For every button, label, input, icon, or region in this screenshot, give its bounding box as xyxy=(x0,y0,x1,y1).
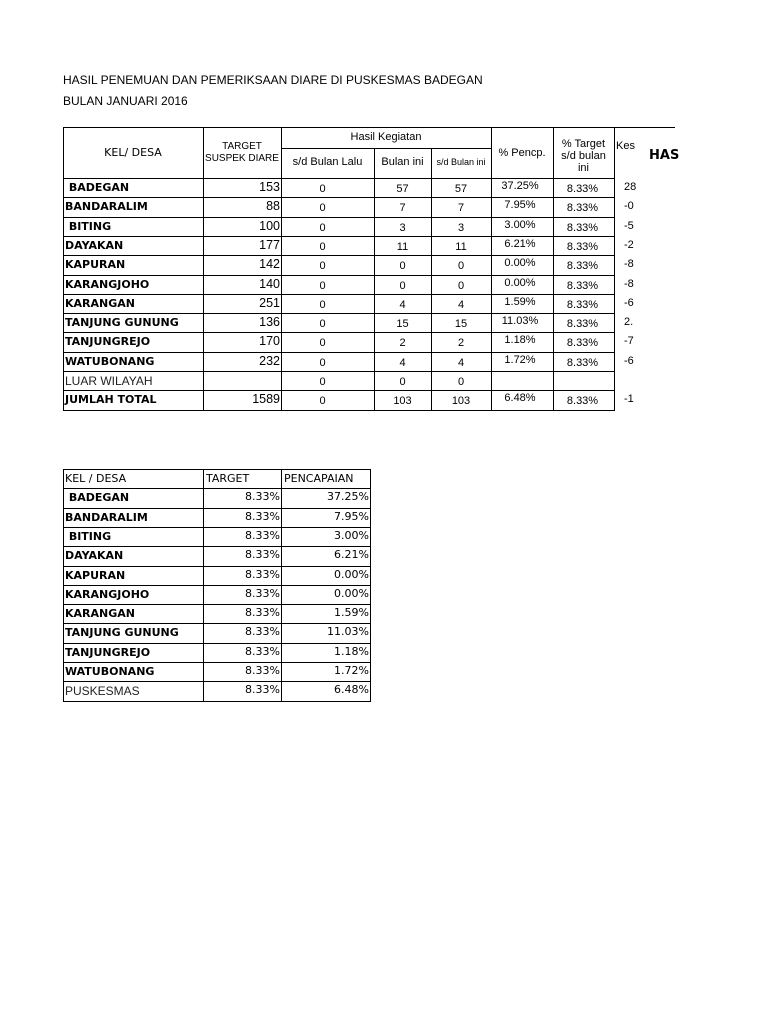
row-target-2: 8.33% xyxy=(245,567,280,581)
header-target-suspek: SUSPEK DIARE xyxy=(205,153,279,164)
grid-line xyxy=(614,127,615,411)
row-sd-bulan-lalu: 0 xyxy=(319,356,326,369)
grid-line xyxy=(63,275,615,276)
header-pct-target: % Target xyxy=(561,138,606,150)
row-kel-desa: BANDARALIM xyxy=(65,200,148,214)
header-pct-target-sd: s/d bulan xyxy=(561,150,606,162)
row-kel-desa: TANJUNGREJO xyxy=(65,335,151,349)
grid-line xyxy=(63,217,615,218)
row-pct-target: 8.33% xyxy=(566,337,599,350)
row-pct-target: 8.33% xyxy=(566,298,599,311)
row-bulan-ini: 7 xyxy=(399,202,406,215)
grid-line xyxy=(63,127,64,411)
row-pencp: 0.00% xyxy=(504,257,536,270)
row-kel-desa-2: DAYAKAN xyxy=(65,549,124,563)
grid-line xyxy=(63,371,615,372)
row-sd-bulan-lalu: 0 xyxy=(319,240,326,253)
grid-line xyxy=(63,255,615,256)
row-kel-desa: JUMLAH TOTAL xyxy=(65,393,157,407)
row-pencapaian: 0.00% xyxy=(334,567,369,581)
row-pencp: 6.21% xyxy=(504,237,536,250)
row-kes: -6 xyxy=(624,296,634,309)
row-kes: 28 xyxy=(624,181,637,193)
row-target-2: 8.33% xyxy=(245,509,280,523)
row-kes: -7 xyxy=(624,335,634,348)
header-pencp: % Pencp. xyxy=(498,147,546,159)
row-sd-bulan-lalu: 0 xyxy=(319,337,326,350)
grid-line xyxy=(63,585,371,586)
grid-line xyxy=(63,390,615,391)
row-pct-target: 8.33% xyxy=(566,279,599,292)
row-sd-bulan-lalu: 0 xyxy=(319,202,326,215)
header-kel-desa-2: KEL / DESA xyxy=(65,472,127,485)
grid-line xyxy=(63,469,371,470)
grid-line xyxy=(63,294,615,295)
row-sd-bulan-ini: 103 xyxy=(451,395,471,408)
grid-line xyxy=(63,332,615,333)
row-pencp: 7.95% xyxy=(504,199,536,212)
row-target: 136 xyxy=(259,315,280,330)
row-sd-bulan-ini: 3 xyxy=(457,221,465,234)
grid-line xyxy=(63,701,371,702)
row-sd-bulan-ini: 0 xyxy=(457,376,465,388)
grid-line xyxy=(63,127,615,128)
grid-line xyxy=(63,352,615,353)
row-sd-bulan-lalu: 0 xyxy=(319,318,326,331)
row-target-2: 8.33% xyxy=(245,664,280,677)
row-pct-target: 8.33% xyxy=(566,318,599,331)
row-kel-desa: BADEGAN xyxy=(65,181,130,194)
row-target: 251 xyxy=(259,295,280,310)
header-kes: Kes xyxy=(616,140,635,152)
row-target-2: 8.33% xyxy=(245,548,280,562)
row-target-2: 8.33% xyxy=(245,683,280,697)
grid-line xyxy=(63,566,371,567)
row-target-2: 8.33% xyxy=(245,490,280,504)
grid-line xyxy=(63,197,615,198)
row-pencp: 11.03% xyxy=(501,315,539,328)
row-pct-target: 8.33% xyxy=(566,221,599,234)
row-target-2: 8.33% xyxy=(245,625,280,639)
grid-line xyxy=(63,508,371,509)
row-pencp: 3.00% xyxy=(504,218,536,231)
row-pencp: 1.59% xyxy=(504,295,536,308)
row-pct-target: 8.33% xyxy=(566,260,599,273)
row-pct-target: 8.33% xyxy=(566,202,599,215)
row-sd-bulan-lalu: 0 xyxy=(319,376,326,388)
report-title: HASIL PENEMUAN DAN PEMERIKSAAN DIARE DI PUSKESMAS BADEGAN xyxy=(63,73,483,87)
grid-line xyxy=(63,623,371,624)
row-pencp: 0.00% xyxy=(504,276,536,289)
row-sd-bulan-ini: 4 xyxy=(457,356,465,369)
row-target-2: 8.33% xyxy=(245,644,280,658)
row-kes: -6 xyxy=(624,354,634,367)
header-has: HAS xyxy=(649,148,680,163)
row-target-2: 8.33% xyxy=(245,528,280,542)
row-kes: -5 xyxy=(624,219,634,232)
row-target: 177 xyxy=(259,237,280,252)
grid-line xyxy=(281,148,492,149)
row-pencapaian: 6.21% xyxy=(334,548,369,562)
row-sd-bulan-lalu: 0 xyxy=(319,260,326,273)
row-kel-desa-2: KARANGAN xyxy=(65,607,135,621)
row-kel-desa-2: TANJUNGREJO xyxy=(65,645,151,659)
row-target: 153 xyxy=(259,180,280,194)
row-kel-desa-2: BITING xyxy=(65,529,112,543)
grid-line xyxy=(63,643,371,644)
grid-line xyxy=(63,178,615,179)
row-target: 170 xyxy=(259,334,280,349)
row-sd-bulan-lalu: 0 xyxy=(319,298,326,311)
row-kel-desa-2: PUSKESMAS xyxy=(65,684,140,699)
row-pencp: 1.18% xyxy=(504,334,536,347)
row-kes: -0 xyxy=(624,200,634,213)
header-hasil-kegiatan: Hasil Kegiatan xyxy=(350,131,422,143)
row-pencapaian: 11.03% xyxy=(327,625,369,639)
row-target-2: 8.33% xyxy=(245,586,280,600)
row-kel-desa-2: KAPURAN xyxy=(65,568,126,582)
row-kes: -8 xyxy=(624,277,634,290)
row-sd-bulan-ini: 15 xyxy=(454,318,468,331)
grid-line xyxy=(370,469,371,702)
row-sd-bulan-lalu: 0 xyxy=(319,183,326,195)
row-sd-bulan-lalu: 0 xyxy=(319,395,326,408)
row-kel-desa: BITING xyxy=(65,219,112,233)
row-sd-bulan-ini: 0 xyxy=(457,279,465,292)
row-pencapaian: 0.00% xyxy=(334,586,369,600)
grid-line xyxy=(63,469,64,702)
row-pencapaian: 3.00% xyxy=(334,528,369,542)
row-bulan-ini: 0 xyxy=(399,279,406,292)
grid-line xyxy=(63,662,371,663)
row-kel-desa-2: BANDARALIM xyxy=(65,510,148,524)
row-bulan-ini: 4 xyxy=(399,356,406,369)
row-sd-bulan-ini: 11 xyxy=(455,240,467,253)
row-kel-desa-2: KARANGJOHO xyxy=(65,587,150,601)
row-pencp: 6.48% xyxy=(504,392,536,405)
row-target: 1589 xyxy=(252,392,280,407)
header-sd-bulan-lalu: s/d Bulan Lalu xyxy=(292,156,363,168)
row-kel-desa: TANJUNG GUNUNG xyxy=(65,316,179,330)
row-pct-target: 8.33% xyxy=(566,240,599,253)
row-sd-bulan-ini: 7 xyxy=(457,202,465,215)
row-kel-desa-2: TANJUNG GUNUNG xyxy=(65,626,179,640)
row-pencapaian: 37.25% xyxy=(327,490,369,504)
grid-line xyxy=(63,236,615,237)
grid-line xyxy=(63,313,615,314)
row-pencp: 1.72% xyxy=(504,353,536,366)
row-kel-desa-2: BADEGAN xyxy=(65,491,130,505)
row-target: 140 xyxy=(259,276,280,291)
header-pct-target-ini: ini xyxy=(577,162,589,174)
header-target-2: TARGET xyxy=(206,472,250,485)
grid-line xyxy=(614,127,675,128)
row-pct-target: 8.33% xyxy=(566,395,599,408)
row-kes: -1 xyxy=(624,393,634,406)
grid-line xyxy=(63,604,371,605)
row-target-2: 8.33% xyxy=(245,606,280,620)
row-pencapaian: 1.72% xyxy=(334,664,369,677)
row-sd-bulan-lalu: 0 xyxy=(319,221,326,234)
row-pct-target: 8.33% xyxy=(566,356,599,369)
header-sd-bulan-ini: s/d Bulan ini xyxy=(436,157,486,167)
row-bulan-ini: 0 xyxy=(399,376,406,388)
row-sd-bulan-ini: 2 xyxy=(457,337,465,350)
row-kes: -8 xyxy=(624,258,634,271)
header-pencapaian: PENCAPAIAN xyxy=(284,472,354,485)
row-bulan-ini: 2 xyxy=(399,337,406,350)
report-subtitle: BULAN JANUARI 2016 xyxy=(63,94,188,108)
row-bulan-ini: 4 xyxy=(399,298,406,311)
row-target: 88 xyxy=(266,199,280,214)
row-kel-desa: LUAR WILAYAH xyxy=(65,374,153,388)
row-bulan-ini: 57 xyxy=(396,183,409,195)
header-bulan-ini: Bulan ini xyxy=(381,156,424,168)
row-pencapaian: 1.18% xyxy=(334,644,369,658)
row-bulan-ini: 103 xyxy=(393,395,412,408)
row-pencapaian: 6.48% xyxy=(334,683,369,697)
row-kes: 2. xyxy=(624,316,634,329)
row-sd-bulan-lalu: 0 xyxy=(319,279,326,292)
row-bulan-ini: 11 xyxy=(396,240,409,253)
row-kel-desa: KAPURAN xyxy=(65,258,126,272)
row-bulan-ini: 3 xyxy=(399,221,406,234)
row-sd-bulan-ini: 57 xyxy=(454,183,468,195)
row-kel-desa: KARANGAN xyxy=(65,296,135,310)
grid-line xyxy=(63,488,371,489)
row-bulan-ini: 0 xyxy=(399,260,406,273)
row-target: 142 xyxy=(259,257,280,272)
row-kes: -2 xyxy=(624,238,634,251)
row-kel-desa: KARANGJOHO xyxy=(65,277,150,291)
row-bulan-ini: 15 xyxy=(396,318,409,331)
grid-line xyxy=(63,410,615,411)
row-target: 232 xyxy=(259,353,280,368)
header-target: TARGET xyxy=(222,141,262,152)
row-kel-desa-2: WATUBONANG xyxy=(65,665,155,678)
grid-line xyxy=(63,681,371,682)
row-pencp: 37.25% xyxy=(501,180,539,192)
row-sd-bulan-ini: 4 xyxy=(457,298,465,311)
row-target: 100 xyxy=(259,218,280,233)
header-kel-desa: KEL/ DESA xyxy=(104,146,162,159)
grid-line xyxy=(63,546,371,547)
row-kel-desa: DAYAKAN xyxy=(65,238,124,252)
row-pencapaian: 7.95% xyxy=(334,509,369,523)
row-pct-target: 8.33% xyxy=(566,183,599,195)
row-pencapaian: 1.59% xyxy=(334,606,369,620)
grid-line xyxy=(63,527,371,528)
row-sd-bulan-ini: 0 xyxy=(457,260,465,273)
row-kel-desa: WATUBONANG xyxy=(65,354,155,368)
